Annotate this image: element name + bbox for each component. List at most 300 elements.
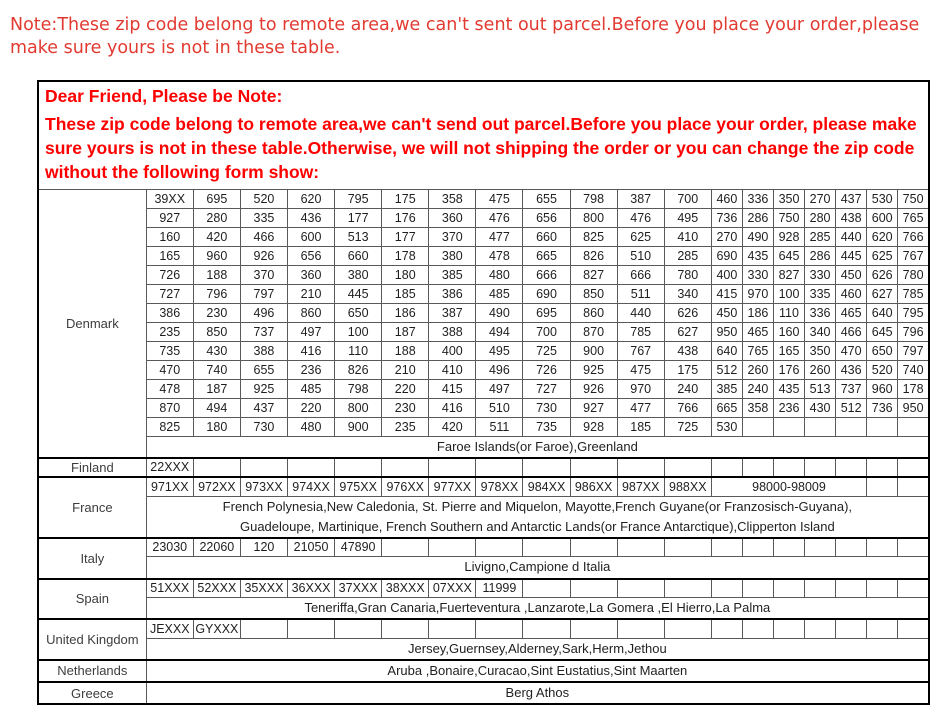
zip-cell: 335 — [240, 209, 287, 228]
empty-cell — [288, 619, 335, 638]
zip-cell: 513 — [335, 228, 382, 247]
zip-cell: 825 — [146, 418, 193, 437]
empty-cell — [617, 579, 664, 598]
zip-cell: 180 — [382, 266, 429, 285]
zip-cell: 510 — [617, 247, 664, 266]
zip-cell: 466 — [240, 228, 287, 247]
zip-cell: GYXXX — [193, 619, 240, 638]
zip-cell: 625 — [867, 247, 898, 266]
zip-cell: 800 — [570, 209, 617, 228]
zip-cell: 665 — [523, 247, 570, 266]
zip-cell: 925 — [570, 361, 617, 380]
empty-cell — [773, 619, 804, 638]
empty-cell — [523, 619, 570, 638]
zip-cell: 438 — [836, 209, 867, 228]
zip-row-denmark — [38, 247, 929, 266]
zip-cell: 780 — [898, 266, 929, 285]
empty-cell — [429, 538, 476, 557]
empty-cell — [867, 418, 898, 437]
zip-cell: 280 — [805, 209, 836, 228]
zip-cell: 767 — [617, 342, 664, 361]
zip-cell: 435 — [742, 247, 773, 266]
zip-row-denmark — [38, 399, 929, 418]
zip-cell: 766 — [898, 228, 929, 247]
zip-cell: 436 — [288, 209, 335, 228]
zip-cell: 230 — [382, 399, 429, 418]
zip-cell: 972XX — [193, 477, 240, 496]
zip-cell: 900 — [570, 342, 617, 361]
zip-cell: 737 — [240, 323, 287, 342]
zip-cell: 340 — [805, 323, 836, 342]
zip-cell: 360 — [429, 209, 476, 228]
zip-cell: 826 — [570, 247, 617, 266]
zip-cell: 22060 — [193, 538, 240, 557]
zip-cell: 620 — [867, 228, 898, 247]
zip-cell: 410 — [429, 361, 476, 380]
zip-cell: 600 — [288, 228, 335, 247]
zip-row-france — [38, 477, 929, 496]
zip-cell: 650 — [867, 342, 898, 361]
zip-cell: 726 — [146, 266, 193, 285]
zip-cell: 726 — [523, 361, 570, 380]
zip-cell: 188 — [382, 342, 429, 361]
empty-cell — [711, 579, 742, 598]
empty-cell — [898, 418, 929, 437]
zip-cell: 626 — [867, 266, 898, 285]
region-note-line: Guadeloupe, Martinique, French Southern and Antarctic Lands(or France Antarctique),Clipperton Island — [239, 518, 835, 534]
zip-cell: 476 — [617, 209, 664, 228]
zip-row-denmark — [38, 380, 929, 399]
zip-cell: 235 — [146, 323, 193, 342]
zip-cell: 650 — [335, 304, 382, 323]
zip-cell: 210 — [288, 285, 335, 304]
zip-cell: 796 — [193, 285, 240, 304]
zip-cell: 800 — [335, 399, 382, 418]
zip-cell: 495 — [476, 342, 523, 361]
zip-cell: 926 — [240, 247, 287, 266]
empty-cell — [711, 458, 742, 477]
country-label-finland: Finland — [38, 458, 146, 477]
zip-cell: 180 — [193, 418, 240, 437]
region-note — [146, 660, 929, 682]
zip-cell: 51XXX — [146, 579, 193, 598]
zip-cell: 640 — [711, 342, 742, 361]
zip-cell: 36XXX — [288, 579, 335, 598]
zip-cell: 860 — [570, 304, 617, 323]
zip-cell: 736 — [711, 209, 742, 228]
region-note-line: Berg Athos — [505, 684, 570, 700]
zip-cell: 240 — [664, 380, 711, 399]
zip-cell: 927 — [570, 399, 617, 418]
zip-cell: 415 — [711, 285, 742, 304]
zip-cell: 975XX — [335, 477, 382, 496]
zip-cell: 490 — [476, 304, 523, 323]
zip-cell: 740 — [898, 361, 929, 380]
empty-cell — [429, 619, 476, 638]
empty-cell — [742, 538, 773, 557]
zip-cell: 175 — [382, 190, 429, 209]
zip-cell: 420 — [193, 228, 240, 247]
empty-cell — [570, 538, 617, 557]
zip-cell: 750 — [773, 209, 804, 228]
zip-cell: 750 — [898, 190, 929, 209]
zip-cell: 270 — [805, 190, 836, 209]
region-note-row-denmark — [38, 437, 929, 459]
empty-cell — [382, 458, 429, 477]
zip-cell: 160 — [773, 323, 804, 342]
zip-cell: 620 — [288, 190, 335, 209]
region-note-line: French Polynesia,New Caledonia, St. Pierre and Miquelon, Mayotte,French Guyane(or Franzosisch-Guyana), — [222, 498, 853, 514]
zip-cell: 825 — [570, 228, 617, 247]
zip-cell: 286 — [742, 209, 773, 228]
empty-cell — [476, 619, 523, 638]
empty-cell — [617, 458, 664, 477]
empty-cell — [742, 458, 773, 477]
zip-cell: 178 — [382, 247, 429, 266]
empty-cell — [836, 579, 867, 598]
empty-cell — [335, 619, 382, 638]
zip-row-denmark — [38, 342, 929, 361]
zip-cell: 736 — [867, 399, 898, 418]
empty-cell — [742, 418, 773, 437]
region-note-row-france — [38, 496, 929, 538]
zip-cell: 470 — [146, 361, 193, 380]
zip-cell: 380 — [335, 266, 382, 285]
empty-cell — [773, 579, 804, 598]
zip-cell: 973XX — [240, 477, 287, 496]
empty-cell — [805, 458, 836, 477]
empty-cell — [836, 418, 867, 437]
zip-cell: 927 — [146, 209, 193, 228]
zip-cell: 340 — [664, 285, 711, 304]
empty-cell — [617, 538, 664, 557]
zip-cell: 798 — [335, 380, 382, 399]
zip-cell: JEXXX — [146, 619, 193, 638]
region-note-row-united-kingdom — [38, 638, 929, 660]
zip-cell: 477 — [617, 399, 664, 418]
zip-cell: 330 — [805, 266, 836, 285]
zip-cell: 260 — [742, 361, 773, 380]
zip-table-wrapper — [37, 80, 930, 705]
empty-cell — [523, 458, 570, 477]
empty-cell — [664, 579, 711, 598]
zip-cell: 690 — [523, 285, 570, 304]
zip-cell: 430 — [805, 399, 836, 418]
zip-cell: 511 — [476, 418, 523, 437]
zip-cell: 730 — [240, 418, 287, 437]
zip-cell: 971XX — [146, 477, 193, 496]
zip-cell: 285 — [805, 228, 836, 247]
zip-cell: 420 — [429, 418, 476, 437]
zip-cell: 410 — [664, 228, 711, 247]
zip-cell: 785 — [617, 323, 664, 342]
zip-cell: 860 — [288, 304, 335, 323]
zip-cell: 725 — [664, 418, 711, 437]
zip-cell: 970 — [617, 380, 664, 399]
zip-cell: 497 — [288, 323, 335, 342]
zip-cell: 700 — [523, 323, 570, 342]
empty-cell — [898, 619, 929, 638]
zip-cell: 490 — [742, 228, 773, 247]
zip-cell: 176 — [382, 209, 429, 228]
zip-cell: 926 — [570, 380, 617, 399]
empty-cell — [867, 579, 898, 598]
region-note — [146, 598, 929, 620]
empty-cell — [240, 619, 287, 638]
zip-cell: 416 — [429, 399, 476, 418]
zip-cell: 512 — [711, 361, 742, 380]
zip-cell: 465 — [742, 323, 773, 342]
zip-row-denmark — [38, 266, 929, 285]
zip-cell: 478 — [476, 247, 523, 266]
zip-row-denmark — [38, 304, 929, 323]
zip-cell: 235 — [382, 418, 429, 437]
empty-cell — [288, 458, 335, 477]
zip-cell: 416 — [288, 342, 335, 361]
empty-cell — [898, 538, 929, 557]
zip-cell: 330 — [742, 266, 773, 285]
zip-cell: 725 — [523, 342, 570, 361]
zip-cell: 645 — [773, 247, 804, 266]
zip-cell: 690 — [711, 247, 742, 266]
zip-cell: 240 — [742, 380, 773, 399]
zip-cell: 850 — [193, 323, 240, 342]
zip-cell: 336 — [742, 190, 773, 209]
table-header — [38, 81, 929, 190]
zip-cell: 475 — [476, 190, 523, 209]
zip-cell: 445 — [836, 247, 867, 266]
zip-cell: 285 — [664, 247, 711, 266]
zip-cell: 826 — [335, 361, 382, 380]
zip-cell: 727 — [523, 380, 570, 399]
empty-cell — [898, 477, 929, 496]
zip-cell: 220 — [382, 380, 429, 399]
zip-cell: 977XX — [429, 477, 476, 496]
region-note-row-greece — [38, 682, 929, 704]
region-note-row-spain — [38, 598, 929, 620]
zip-cell: 185 — [382, 285, 429, 304]
zip-cell: 437 — [240, 399, 287, 418]
empty-cell — [617, 619, 664, 638]
zip-cell: 497 — [476, 380, 523, 399]
zip-row-spain — [38, 579, 929, 598]
zip-cell: 513 — [805, 380, 836, 399]
zip-cell: 850 — [570, 285, 617, 304]
zip-cell: 120 — [240, 538, 287, 557]
zip-cell: 797 — [898, 342, 929, 361]
zip-cell: 188 — [193, 266, 240, 285]
zip-cell: 388 — [240, 342, 287, 361]
zip-row-denmark — [38, 209, 929, 228]
zip-cell: 435 — [773, 380, 804, 399]
zip-cell: 186 — [382, 304, 429, 323]
zip-cell: 177 — [335, 209, 382, 228]
zip-cell: 100 — [773, 285, 804, 304]
empty-cell — [742, 579, 773, 598]
zip-cell: 335 — [805, 285, 836, 304]
zip-cell: 23030 — [146, 538, 193, 557]
zip-row-denmark — [38, 228, 929, 247]
zip-cell: 530 — [711, 418, 742, 437]
zip-cell: 797 — [240, 285, 287, 304]
zip-cell: 960 — [193, 247, 240, 266]
zip-cell: 460 — [836, 285, 867, 304]
zip-cell: 385 — [429, 266, 476, 285]
zip-cell: 767 — [898, 247, 929, 266]
region-note — [146, 437, 929, 459]
zip-row-united-kingdom — [38, 619, 929, 638]
zip-cell: 494 — [476, 323, 523, 342]
zip-cell: 460 — [711, 190, 742, 209]
zip-cell: 494 — [193, 399, 240, 418]
zip-cell: 928 — [570, 418, 617, 437]
zip-cell: 510 — [476, 399, 523, 418]
zip-cell: 437 — [836, 190, 867, 209]
empty-cell — [570, 579, 617, 598]
country-label-spain: Spain — [38, 579, 146, 620]
zip-cell: 695 — [523, 304, 570, 323]
region-note-line: Jersey,Guernsey,Alderney,Sark,Herm,Jethou — [408, 640, 667, 656]
zip-row-finland — [38, 458, 929, 477]
zip-cell: 627 — [867, 285, 898, 304]
empty-cell — [805, 579, 836, 598]
zip-cell: 110 — [773, 304, 804, 323]
zip-cell: 440 — [836, 228, 867, 247]
zip-cell: 465 — [836, 304, 867, 323]
zip-cell: 388 — [429, 323, 476, 342]
zip-cell: 795 — [898, 304, 929, 323]
zip-cell: 655 — [240, 361, 287, 380]
zip-cell: 480 — [476, 266, 523, 285]
zip-cell: 485 — [476, 285, 523, 304]
empty-cell — [867, 538, 898, 557]
zip-cell: 385 — [711, 380, 742, 399]
country-label-denmark: Denmark — [38, 190, 146, 459]
zip-cell: 336 — [805, 304, 836, 323]
zip-row-denmark — [38, 190, 929, 209]
zip-cell: 07XXX — [429, 579, 476, 598]
empty-cell — [836, 458, 867, 477]
empty-cell — [193, 458, 240, 477]
zip-cell: 960 — [867, 380, 898, 399]
zip-cell: 660 — [523, 228, 570, 247]
region-note — [146, 638, 929, 660]
zip-cell: 520 — [240, 190, 287, 209]
zip-cell: 466 — [836, 323, 867, 342]
empty-cell — [773, 538, 804, 557]
zip-cell: 186 — [742, 304, 773, 323]
zip-cell: 478 — [146, 380, 193, 399]
zip-cell: 387 — [617, 190, 664, 209]
zip-cell: 386 — [146, 304, 193, 323]
zip-cell: 986XX — [570, 477, 617, 496]
zip-cell: 827 — [570, 266, 617, 285]
empty-cell — [898, 579, 929, 598]
zip-cell: 220 — [288, 399, 335, 418]
zip-cell: 175 — [664, 361, 711, 380]
empty-cell — [664, 619, 711, 638]
empty-cell — [335, 458, 382, 477]
region-note — [146, 557, 929, 579]
zip-cell: 52XXX — [193, 579, 240, 598]
zip-cell: 512 — [836, 399, 867, 418]
zip-cell: 400 — [711, 266, 742, 285]
zip-cell: 695 — [193, 190, 240, 209]
empty-cell — [773, 458, 804, 477]
zip-cell: 511 — [617, 285, 664, 304]
zip-table — [37, 80, 930, 705]
zip-cell: 230 — [193, 304, 240, 323]
zip-cell: 475 — [617, 361, 664, 380]
zip-cell: 737 — [836, 380, 867, 399]
zip-cell: 520 — [867, 361, 898, 380]
zip-cell: 870 — [570, 323, 617, 342]
empty-cell — [867, 477, 898, 496]
zip-cell: 870 — [146, 399, 193, 418]
zip-cell: 978XX — [476, 477, 523, 496]
zip-cell: 480 — [288, 418, 335, 437]
zip-cell: 358 — [742, 399, 773, 418]
zip-cell: 450 — [836, 266, 867, 285]
zip-cell: 625 — [617, 228, 664, 247]
zip-cell: 415 — [429, 380, 476, 399]
zip-cell: 477 — [476, 228, 523, 247]
zip-cell: 660 — [335, 247, 382, 266]
zip-cell: 656 — [288, 247, 335, 266]
zip-cell: 700 — [664, 190, 711, 209]
zip-cell: 286 — [805, 247, 836, 266]
country-label-italy: Italy — [38, 538, 146, 579]
zip-cell: 176 — [773, 361, 804, 380]
zip-cell: 656 — [523, 209, 570, 228]
zip-cell: 370 — [429, 228, 476, 247]
zip-cell: 780 — [664, 266, 711, 285]
country-label-france: France — [38, 477, 146, 538]
zip-cell: 39XX — [146, 190, 193, 209]
zip-cell: 495 — [664, 209, 711, 228]
zip-cell: 950 — [898, 399, 929, 418]
empty-cell — [742, 619, 773, 638]
zip-cell: 386 — [429, 285, 476, 304]
table-header-row — [38, 81, 929, 190]
zip-cell: 974XX — [288, 477, 335, 496]
zip-cell: 35XXX — [240, 579, 287, 598]
zip-cell: 165 — [773, 342, 804, 361]
zip-cell: 450 — [711, 304, 742, 323]
zip-cell: 100 — [335, 323, 382, 342]
zip-cell: 38XXX — [382, 579, 429, 598]
zip-cell: 765 — [898, 209, 929, 228]
zip-cell: 436 — [836, 361, 867, 380]
zip-cell: 655 — [523, 190, 570, 209]
zip-cell: 900 — [335, 418, 382, 437]
zip-cell: 165 — [146, 247, 193, 266]
zip-cell: 387 — [429, 304, 476, 323]
zip-cell: 445 — [335, 285, 382, 304]
zip-cell: 260 — [805, 361, 836, 380]
zip-cell: 988XX — [664, 477, 711, 496]
zip-cell: 270 — [711, 228, 742, 247]
empty-cell — [773, 418, 804, 437]
empty-cell — [867, 619, 898, 638]
zip-cell: 236 — [773, 399, 804, 418]
zip-cell: 626 — [664, 304, 711, 323]
zip-cell: 785 — [898, 285, 929, 304]
zip-cell: 380 — [429, 247, 476, 266]
zip-cell: 280 — [193, 209, 240, 228]
zip-cell: 976XX — [382, 477, 429, 496]
zip-cell: 160 — [146, 228, 193, 247]
